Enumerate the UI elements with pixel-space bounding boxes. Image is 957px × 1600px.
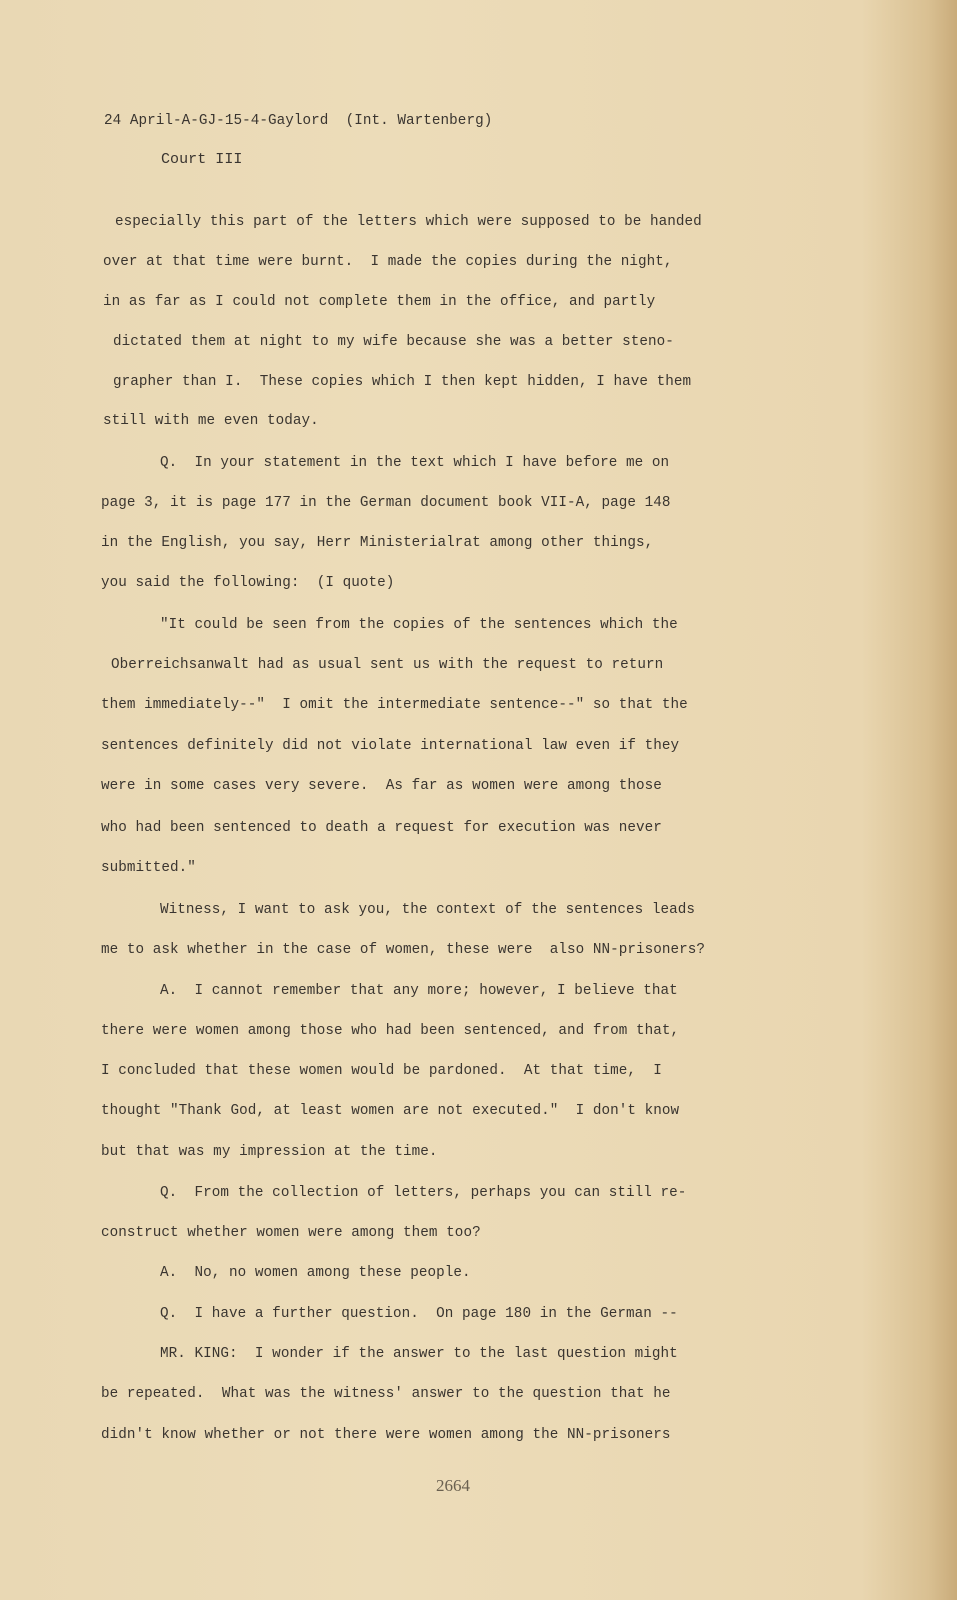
transcript-line: them immediately--" I omit the intermediate sentence--" so that the [101,697,688,713]
page-number: 2664 [436,1476,470,1495]
transcript-line: page 3, it is page 177 in the German document book VII-A, page 148 [101,495,671,511]
transcript-line: there were women among those who had been sentenced, and from that, [101,1023,680,1039]
transcript-line: sentences definitely did not violate international law even if they [101,738,680,754]
transcript-line: Q. From the collection of letters, perhaps you can still re- [160,1185,687,1201]
transcript-line: especially this part of the letters which were supposed to be handed [115,214,702,230]
transcript-line: Witness, I want to ask you, the context of the sentences leads [160,902,696,918]
header-reference: 24 April-A-GJ-15-4-Gaylord (Int. Wartenberg) [104,113,493,129]
transcript-line: over at that time were burnt. I made the copies during the night, [103,254,673,270]
transcript-line: grapher than I. These copies which I then kept hidden, I have them [113,374,692,390]
transcript-line: Q. I have a further question. On page 180 in the German -- [160,1306,678,1322]
transcript-line: Oberreichsanwalt had as usual sent us with the request to return [111,657,664,673]
transcript-line: in as far as I could not complete them in the office, and partly [103,294,656,310]
transcript-line: "It could be seen from the copies of the sentences which the [160,617,678,633]
transcript-line: you said the following: (I quote) [101,575,395,591]
header-court: Court III [161,151,243,168]
transcript-line: construct whether women were among them too? [101,1225,481,1241]
transcript-line: were in some cases very severe. As far as women were among those [101,778,662,794]
transcript-line: me to ask whether in the case of women, these were also NN-prisoners? [101,942,706,958]
transcript-line: A. I cannot remember that any more; however, I believe that [160,983,678,999]
transcript-line: A. No, no women among these people. [160,1265,471,1281]
transcript-line: be repeated. What was the witness' answer to the question that he [101,1386,671,1402]
transcript-line: still with me even today. [103,413,319,429]
transcript-line: dictated them at night to my wife because she was a better steno- [113,334,674,350]
transcript-line: MR. KING: I wonder if the answer to the last question might [160,1346,678,1362]
transcript-line: who had been sentenced to death a request for execution was never [101,820,662,836]
transcript-line: submitted." [101,860,196,876]
transcript-line: but that was my impression at the time. [101,1144,438,1160]
transcript-line: Q. In your statement in the text which I have before me on [160,455,670,471]
transcript-line: thought "Thank God, at least women are not executed." I don't know [101,1103,680,1119]
transcript-line: I concluded that these women would be pardoned. At that time, I [101,1063,662,1079]
transcript-line: in the English, you say, Herr Ministerialrat among other things, [101,535,654,551]
transcript-line: didn't know whether or not there were women among the NN-prisoners [101,1427,671,1443]
